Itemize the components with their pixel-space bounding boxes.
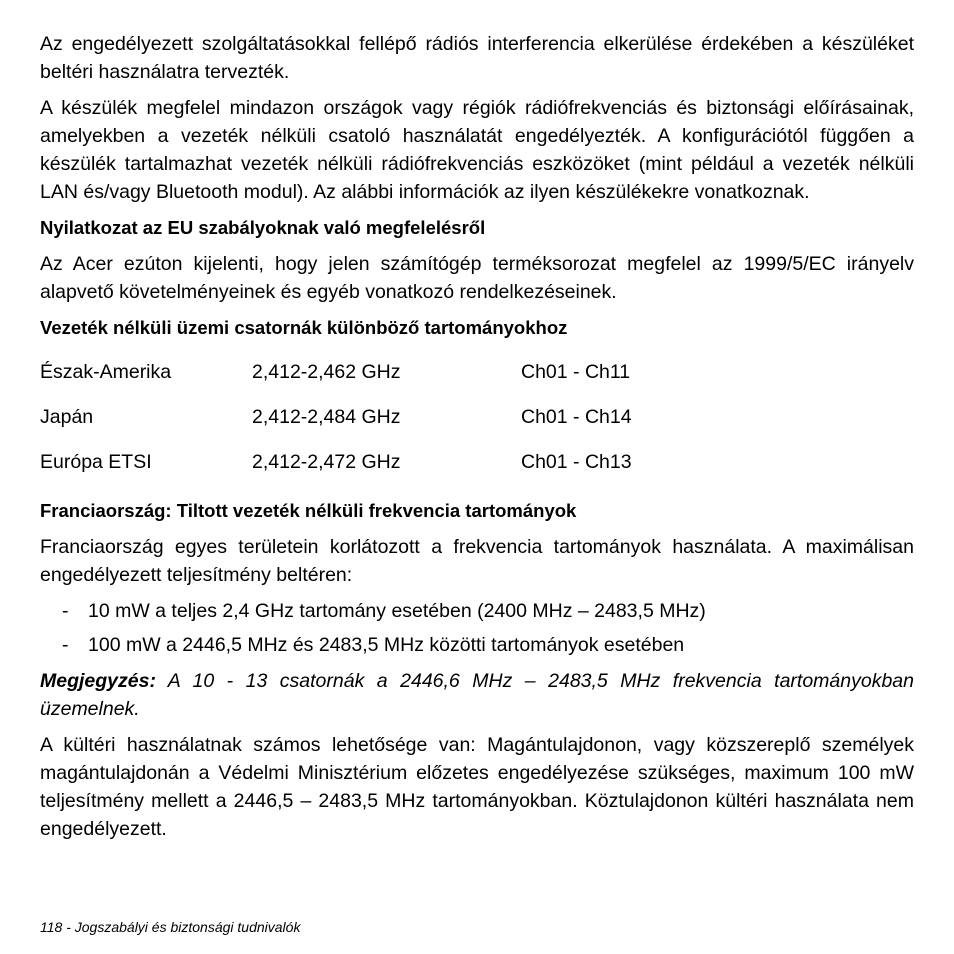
note-text: A 10 - 13 csatornák a 2446,6 MHz – 2483,5 MHz frekvencia tartományokban üzemelnek.: [40, 670, 914, 720]
region-cell: Európa ETSI: [40, 451, 152, 473]
eu-declaration-heading: Nyilatkozat az EU szabályoknak való megfelelésről: [40, 217, 486, 238]
channels-heading: Vezeték nélküli üzemi csatornák különböző tartományokhoz: [40, 317, 568, 338]
document-page: [40, 30, 914, 843]
france-intro: Franciaország egyes területein korlátozott a frekvencia tartományok használata. A maximálisan engedélyezett teljesítmény beltéren:: [40, 536, 914, 586]
page-footer: 118 - Jogszabályi és biztonsági tudnivalók: [40, 919, 301, 935]
table-row: [40, 440, 721, 485]
channels-cell: Ch01 - Ch14: [521, 406, 632, 428]
region-cell: Japán: [40, 406, 94, 428]
list-item-text: 100 mW a 2446,5 MHz és 2483,5 MHz közötti tartományok esetében: [88, 634, 685, 656]
dash-bullet: -: [62, 634, 69, 656]
list-item: [40, 631, 914, 659]
note-label: Megjegyzés:: [40, 670, 156, 692]
table-row: [40, 395, 721, 440]
table-row: [40, 350, 721, 395]
channels-cell: Ch01 - Ch13: [521, 451, 632, 473]
intro-paragraph-1: Az engedélyezett szolgáltatásokkal fellépő rádiós interferencia elkerülése érdekében a készüléket beltéri használatra tervezték.: [40, 33, 914, 83]
frequency-cell: 2,412-2,462 GHz: [252, 361, 401, 383]
france-limits-list: [40, 597, 914, 659]
outdoor-paragraph: A kültéri használatnak számos lehetősége van: Magántulajdonon, vagy közszereplő személyek magántulajdonán a Védelmi Minisztérium előzetes engedélyezése szükséges, maximum 100 mW teljesítmény mellett a 2446,5 – 2483,5 MHz tartományokban. Köztulajdonon kültéri használata nem engedélyezett.: [40, 734, 914, 840]
france-heading: Franciaország: Tiltott vezeték nélküli frekvencia tartományok: [40, 500, 577, 521]
list-item-text: 10 mW a teljes 2,4 GHz tartomány esetében (2400 MHz – 2483,5 MHz): [88, 600, 706, 622]
dash-bullet: -: [62, 600, 69, 622]
list-item: [40, 597, 914, 625]
frequency-cell: 2,412-2,472 GHz: [252, 451, 401, 473]
channels-cell: Ch01 - Ch11: [521, 361, 631, 383]
channels-table: [40, 350, 721, 485]
intro-paragraph-2: A készülék megfelel mindazon országok vagy régiók rádiófrekvenciás és biztonsági előírásainak, amelyekben a vezeték nélküli csatoló használatát engedélyezték. A konfigurációtól függően a készülék tartalmazhat vezeték nélküli rádiófrekvenciás eszközöket (mint például a vezeték nélküli LAN és/vagy Bluetooth modul). Az alábbi információk az ilyen készülékekre vonatkoznak.: [40, 97, 914, 203]
eu-declaration-text: Az Acer ezúton kijelenti, hogy jelen számítógép terméksorozat megfelel az 1999/5/EC irányelv alapvető követelményeinek és egyéb vonatkozó rendelkezéseinek.: [40, 253, 914, 303]
frequency-cell: 2,412-2,484 GHz: [252, 406, 401, 428]
note-paragraph: [40, 667, 914, 723]
region-cell: Észak-Amerika: [40, 361, 172, 383]
